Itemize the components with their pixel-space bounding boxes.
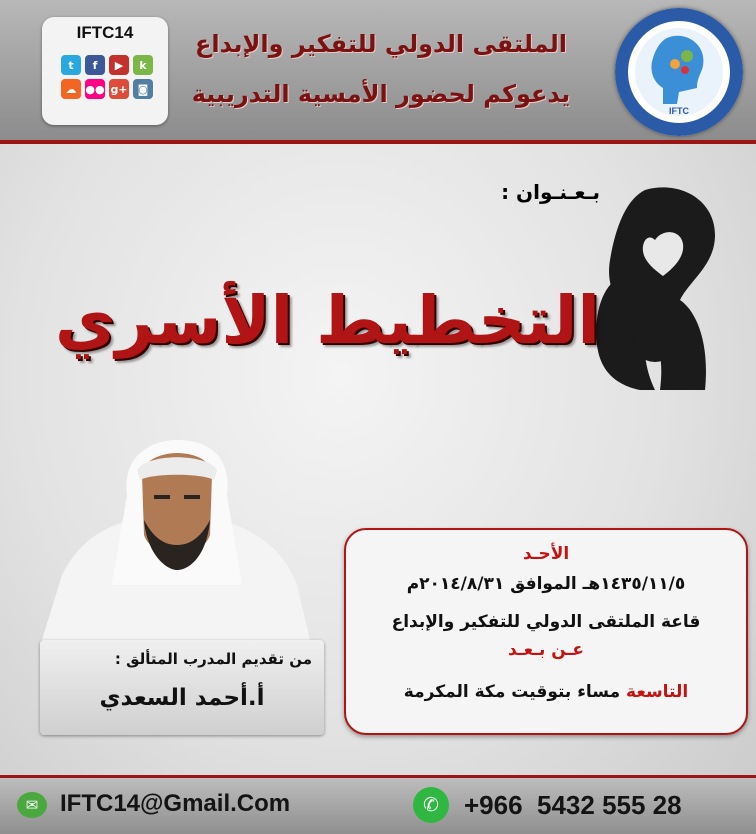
footer-bar xyxy=(0,775,756,834)
whatsapp-icon: ✆ xyxy=(413,787,449,823)
soundcloud-icon[interactable]: ☁ xyxy=(61,79,81,99)
event-details-box xyxy=(344,528,748,735)
presenter-name: أ.أحمد السعدي xyxy=(99,685,265,711)
social-links-box xyxy=(42,17,168,125)
iftc-logo xyxy=(615,8,743,136)
organizer-name: الملتقى الدولي للتفكير والإبداع xyxy=(195,30,567,58)
event-title: التخطيط الأسري xyxy=(54,282,600,359)
event-mode: عـن بـعـد xyxy=(507,640,585,660)
flickr-icon[interactable]: ●● xyxy=(85,79,105,99)
header-bar xyxy=(0,0,756,144)
youtube-icon[interactable]: ▶ xyxy=(109,55,129,75)
presenter-label: من تقديم المدرب المتألق : xyxy=(114,650,312,668)
event-time xyxy=(356,682,736,702)
event-venue: قاعة الملتقى الدولي للتفكير والإبداع xyxy=(391,612,701,632)
family-emblem xyxy=(585,180,750,395)
facebook-icon[interactable]: f xyxy=(85,55,105,75)
instagram-icon[interactable]: ◙ xyxy=(133,79,153,99)
presenter-nameplate xyxy=(40,640,324,735)
mail-icon: ✉ xyxy=(17,792,47,818)
twitter-icon[interactable]: t xyxy=(61,55,81,75)
google-plus-icon[interactable]: g+ xyxy=(109,79,129,99)
event-day: الأحـد xyxy=(522,544,570,564)
event-time-rest: مساء بتوقيت مكة المكرمة xyxy=(403,682,621,702)
subject-label: بـعـنـوان : xyxy=(501,180,600,204)
social-icons xyxy=(61,55,153,99)
invitation-text: يدعوكم لحضور الأمسية التدريبية xyxy=(191,80,571,108)
event-date: ١٤٣٥/١١/٥هـ الموافق ٢٠١٤/٨/٣١م xyxy=(406,574,686,594)
brand-label: IFTC14 xyxy=(76,23,134,42)
event-time-highlight: التاسعة xyxy=(626,682,689,702)
keek-icon[interactable]: k xyxy=(133,55,153,75)
logo-text: IFTC xyxy=(669,106,689,116)
presenter-photo xyxy=(42,435,310,640)
contact-email[interactable]: IFTC14@Gmail.Com xyxy=(60,790,291,817)
contact-phone[interactable]: +966 5432 555 28 xyxy=(464,790,682,820)
